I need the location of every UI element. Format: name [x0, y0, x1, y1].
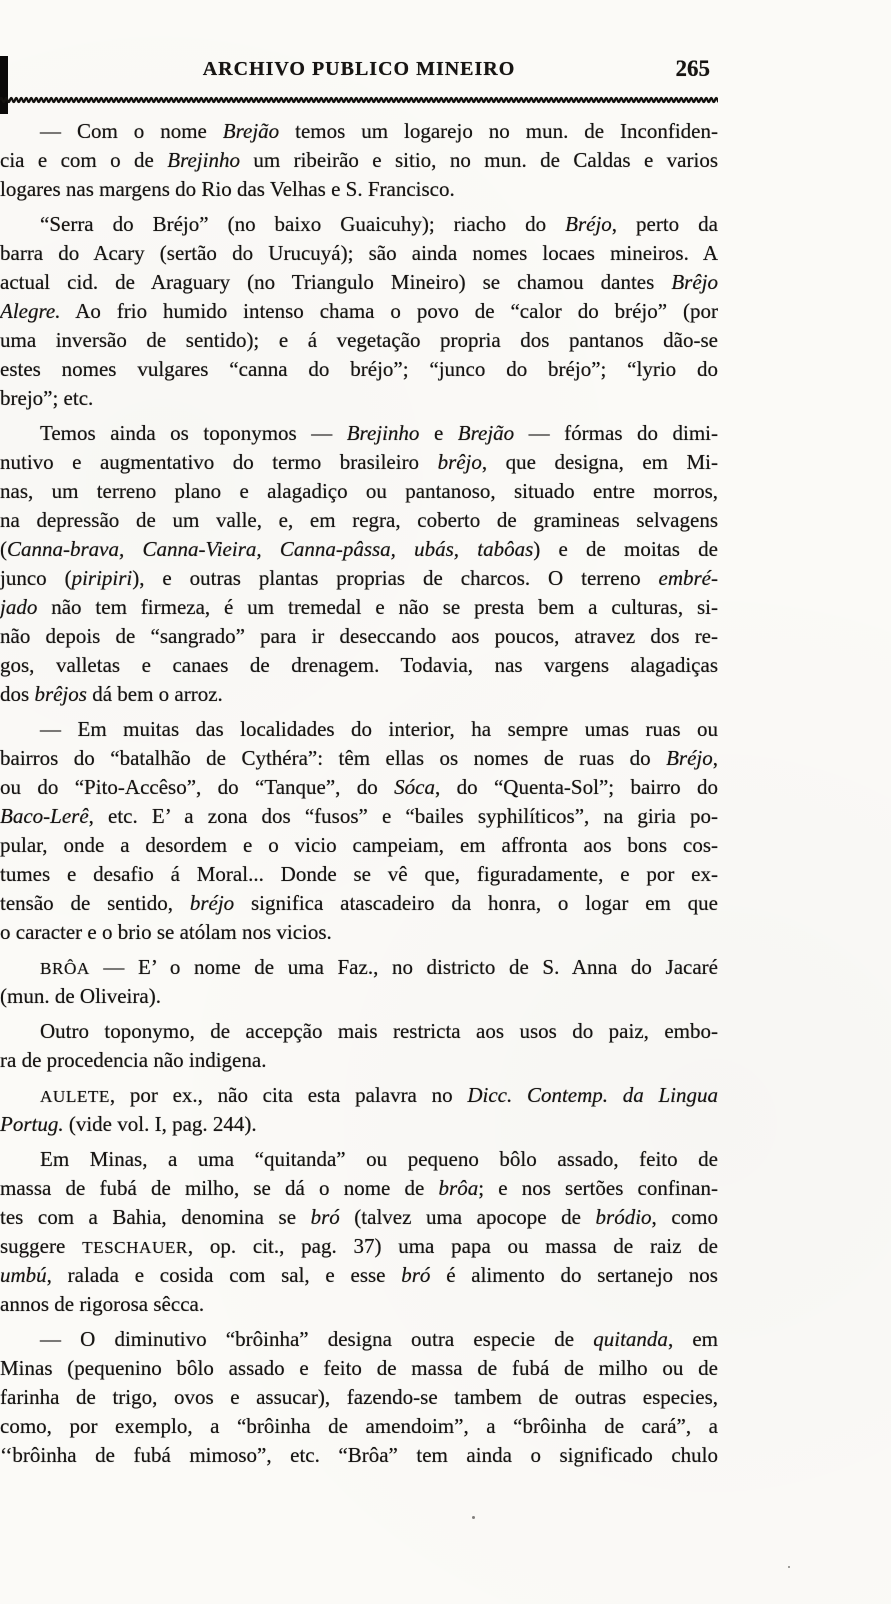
text-segment: , etc. E’ a zona dos “fusos” e “bailes syphilíticos”, na giria po-: [88, 804, 718, 828]
text-line: [0, 918, 718, 947]
text-segment: massa de fubá de milho, se dá o nome de: [0, 1176, 439, 1200]
text-segment: não depois de “sangrado” para ir deseccando aos poucos, atravez dos re-: [0, 624, 718, 648]
text-segment: Bréjo: [666, 746, 713, 770]
text-segment: bródio: [595, 1205, 652, 1229]
text-line: [0, 175, 718, 204]
text-segment: — E’ o nome de uma Faz., no districto de S. Anna do Jacaré: [89, 955, 718, 979]
text-segment: bró: [310, 1205, 340, 1229]
text-segment: , op. cit., pag. 37) uma papa ou massa de raiz de: [187, 1234, 718, 1258]
text-segment: nutivo e augmentativo do termo brasileiro: [0, 450, 438, 474]
page-number: 265: [675, 56, 710, 81]
paragraph: [0, 210, 718, 413]
journal-title: ARCHIVO PUBLICO MINEIRO: [202, 58, 516, 80]
text-segment: , do “Quenta-Sol”; bairro do: [434, 775, 718, 799]
text-segment: “Serra do Bréjo” (no baixo Guaicuhy); riacho do: [40, 212, 566, 236]
text-segment: BRÔA: [40, 959, 90, 978]
text-segment: brejo”; etc.: [0, 386, 94, 410]
text-segment: brêjos: [34, 682, 87, 706]
text-segment: Brêjo: [671, 270, 718, 294]
text-segment: AULETE: [40, 1087, 110, 1106]
text-segment: Portug.: [0, 1112, 64, 1136]
paragraph: [0, 1017, 718, 1075]
text-segment: temos um logarejo no mun. de Inconfiden-: [279, 119, 718, 143]
text-segment: , em: [667, 1327, 718, 1351]
text-line: [0, 1383, 718, 1412]
text-segment: cia e com o de: [0, 148, 168, 172]
text-line: [0, 1232, 718, 1261]
text-segment: junco (: [0, 566, 72, 590]
text-line: [0, 1174, 718, 1203]
text-segment: tensão de sentido,: [0, 891, 190, 915]
text-line: [0, 117, 718, 146]
text-line: [0, 651, 718, 680]
text-line: [0, 326, 718, 355]
text-line: [0, 802, 718, 831]
text-segment: tes com a Bahia, denomina se: [0, 1205, 311, 1229]
text-segment: farinha de trigo, ovos e assucar), fazendo-se tambem de outras especies,: [0, 1385, 718, 1409]
paragraph: [0, 1325, 718, 1470]
text-line: [0, 564, 718, 593]
text-segment: Brejinho: [346, 421, 420, 445]
text-segment: pular, onde a desordem e o vicio campeiam, em affronta aos bons cos-: [0, 833, 718, 857]
text-line: [0, 1290, 718, 1319]
text-segment: significa atascadeiro da honra, o logar em que: [234, 891, 718, 915]
text-segment: ) e de moitas de: [533, 537, 718, 561]
page-header: [0, 58, 718, 88]
text-segment: tumes e desafio á Moral... Donde se vê que, figuradamente, e por ex-: [0, 862, 718, 886]
text-segment: brêjo: [437, 450, 482, 474]
wavy-line-graphic: [0, 94, 718, 104]
text-line: [0, 773, 718, 802]
text-line: [0, 1145, 718, 1174]
text-segment: Brejinho: [167, 148, 240, 172]
text-segment: , por ex., não cita esta palavra no: [109, 1083, 468, 1107]
page-text: [0, 117, 718, 1470]
text-line: [0, 419, 718, 448]
text-line: [0, 448, 718, 477]
text-line: [0, 297, 718, 326]
text-line: [0, 1110, 718, 1139]
text-segment: Alegre.: [0, 299, 61, 323]
text-line: [0, 239, 718, 268]
text-segment: — Em muitas das localidades do interior, ha sempre umas ruas ou: [40, 717, 718, 741]
text-line: [0, 1354, 718, 1383]
text-segment: — Com o nome: [40, 119, 223, 143]
text-segment: logares nas margens do Rio das Velhas e S. Francisco.: [0, 177, 455, 201]
text-segment: não tem firmeza, é um tremedal e não se presta bem a culturas, si-: [37, 595, 718, 619]
text-line: [0, 146, 718, 175]
text-segment: Bréjo: [565, 212, 612, 236]
text-segment: (vide vol. I, pag. 244).: [63, 1112, 257, 1136]
text-line: [0, 268, 718, 297]
text-segment: jado: [0, 595, 38, 619]
text-line: [0, 210, 718, 239]
text-segment: uma inversão de sentido); e á vegetação propria dos pantanos dão-se: [0, 328, 718, 352]
paragraph: [0, 1081, 718, 1139]
paragraph: [0, 419, 718, 709]
text-segment: piripiri: [71, 566, 133, 590]
text-line: [0, 593, 718, 622]
text-segment: ‘‘brôinha de fubá mimoso”, etc. “Brôa” tem ainda o significado chulo: [0, 1443, 718, 1467]
paragraph: [0, 953, 718, 1011]
text-segment: actual cid. de Araguary (no Triangulo Mineiro) se chamou dantes: [0, 270, 672, 294]
text-segment: bréjo: [189, 891, 235, 915]
text-segment: Ao frio humido intenso chama o povo de “calor do bréjo” (por: [60, 299, 718, 323]
text-segment: estes nomes vulgares “canna do bréjo”; “junco do bréjo”; “lyrio do: [0, 357, 718, 381]
text-segment: bró: [401, 1263, 431, 1287]
text-segment: embré-: [658, 566, 718, 590]
text-segment: quitanda: [593, 1327, 668, 1351]
text-line: [0, 1261, 718, 1290]
text-segment: annos de rigorosa sêcca.: [0, 1292, 205, 1316]
text-segment: — O diminutivo “brôinha” designa outra especie de: [40, 1327, 594, 1351]
text-line: [0, 355, 718, 384]
text-segment: , que designa, em Mi-: [481, 450, 718, 474]
text-line: [0, 477, 718, 506]
text-segment: Baco-Lerê: [0, 804, 89, 828]
text-segment: dá bem o arroz.: [86, 682, 223, 706]
text-segment: Em Minas, a uma “quitanda” ou pequeno bôlo assado, feito de: [40, 1147, 718, 1171]
text-segment: TESCHAUER: [82, 1238, 188, 1257]
text-segment: , perto da: [611, 212, 718, 236]
text-segment: , ralada e cosida com sal, e esse: [46, 1263, 402, 1287]
header-rule-wavy: [0, 91, 718, 101]
text-segment: na depressão de um valle, e, em regra, coberto de gramineas selvagens: [0, 508, 718, 532]
text-segment: o caracter e o brio se atólam nos vicios.: [0, 920, 332, 944]
text-line: [0, 715, 718, 744]
scan-speck: [472, 1516, 475, 1519]
text-segment: dos: [0, 682, 35, 706]
text-segment: Dicc. Contemp. da Lingua: [467, 1083, 718, 1107]
paragraph: [0, 117, 718, 204]
paragraph: [0, 1145, 718, 1319]
text-segment: nas, um terreno plano e alagadiço ou pantanoso, situado entre morros,: [0, 479, 718, 503]
text-segment: (mun. de Oliveira).: [0, 984, 161, 1008]
text-segment: gos, valletas e canaes de drenagem. Todavia, nas vargens alagadiças: [0, 653, 718, 677]
text-segment: (: [0, 537, 7, 561]
text-line: [0, 1412, 718, 1441]
text-line: [0, 1441, 718, 1470]
text-line: [0, 680, 718, 709]
text-segment: ,: [712, 746, 718, 770]
text-segment: suggere: [0, 1234, 83, 1258]
text-segment: ), e outras plantas proprias de charcos. O terreno: [132, 566, 659, 590]
scan-speck: [788, 1566, 790, 1568]
text-segment: (talvez uma apocope de: [339, 1205, 596, 1229]
text-line: [0, 1017, 718, 1046]
text-segment: Temos ainda os toponymos —: [40, 421, 347, 445]
text-line: [0, 535, 718, 564]
text-line: [0, 506, 718, 535]
text-segment: um ribeirão e sitio, no mun. de Caldas e varios: [239, 148, 718, 172]
text-segment: — fórmas do dimi-: [514, 421, 718, 445]
text-line: [0, 982, 718, 1011]
text-line: [0, 384, 718, 413]
text-segment: e: [419, 421, 458, 445]
text-segment: ; e nos sertões confinan-: [478, 1176, 718, 1200]
text-segment: é alimento do sertanejo nos: [430, 1263, 718, 1287]
text-line: [0, 889, 718, 918]
paragraph: [0, 715, 718, 947]
text-line: [0, 1081, 718, 1110]
text-line: [0, 622, 718, 651]
text-segment: Sóca: [394, 775, 435, 799]
text-segment: Brejão: [457, 421, 515, 445]
text-segment: bairros do “batalhão de Cythéra”: têm ellas os nomes de ruas do: [0, 746, 667, 770]
text-segment: como, por exemplo, a “brôinha de amendoim”, a “brôinha de cará”, a: [0, 1414, 718, 1438]
text-segment: umbú: [0, 1263, 47, 1287]
text-line: [0, 1203, 718, 1232]
text-segment: brôa: [438, 1176, 479, 1200]
text-segment: Outro toponymo, de accepção mais restricta aos usos do paiz, embo-: [40, 1019, 718, 1043]
text-line: [0, 860, 718, 889]
text-segment: ra de procedencia não indigena.: [0, 1048, 267, 1072]
text-segment: ou do “Pito-Accêso”, do “Tanque”, do: [0, 775, 395, 799]
text-line: [0, 744, 718, 773]
text-segment: Brejão: [222, 119, 280, 143]
text-segment: barra do Acary (sertão do Urucuyá); são ainda nomes locaes mineiros. A: [0, 241, 718, 265]
text-line: [0, 953, 718, 982]
text-segment: Canna-brava, Canna-Vieira, Canna-pâssa, ubás, tabôas: [7, 537, 534, 561]
text-line: [0, 831, 718, 860]
text-segment: , como: [651, 1205, 718, 1229]
text-segment: Minas (pequenino bôlo assado e feito de massa de fubá de milho ou de: [0, 1356, 718, 1380]
text-line: [0, 1046, 718, 1075]
text-line: [0, 1325, 718, 1354]
